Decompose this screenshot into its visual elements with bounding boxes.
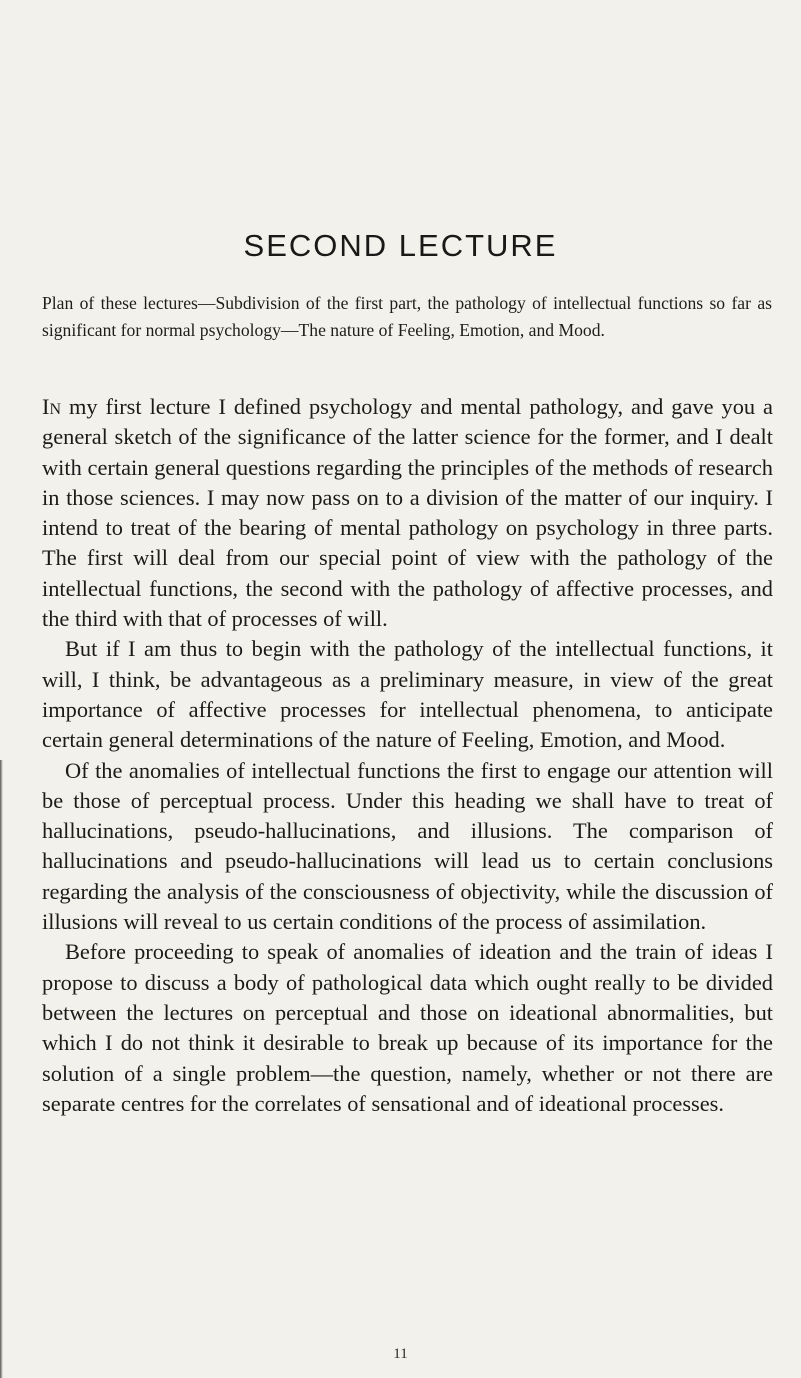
paragraph-1-text: my first lecture I defined psychology and mental pathology, and gave you a general sketch of the significance of the latter science for the former, and I dealt with certain general questions regarding the principles of the methods of research in those sciences. I may now pass on to a division of the matter of our inquiry. I intend to treat of the bearing of mental pathology on psychology in three parts. The first will deal from our special point of view with the pathology of the intellectual functions, the second with the pathology of affective processes, and the third with that of processes of will.	[42, 394, 773, 632]
paragraph-1	[42, 392, 773, 634]
paragraph-2: But if I am thus to begin with the pathology of the intellectual functions, it will, I think, be advantageous as a preliminary measure, in view of the great importance of affective processes for intellectual phenomena, to anticipate certain general determinations of the nature of Feeling, Emotion, and Mood.	[42, 636, 773, 753]
paragraph-1-lead: In	[42, 394, 62, 419]
body-text	[42, 392, 773, 1119]
page-edge-shadow	[0, 760, 3, 1378]
lecture-heading: SECOND LECTURE	[243, 228, 558, 263]
paragraph-4: Before proceeding to speak of anomalies of ideation and the train of ideas I propose to discuss a body of pathological data which ought really to be divided between the lectures on perceptual and those on ideational abnormalities, but which I do not think it desirable to break up because of its importance for the solution of a single problem—the question, namely, whether or not there are separate centres for the correlates of sensational and of ideational processes.	[42, 939, 773, 1116]
page-number: 11	[393, 1346, 408, 1362]
paragraph-3: Of the anomalies of intellectual functions the first to engage our attention will be those of perceptual process. Under this heading we shall have to treat of hallucinations, pseudo-hallucinations, and illusions. The comparison of hallucinations and pseudo-hallucinations will lead us to certain conclusions regarding the analysis of the consciousness of objectivity, while the discussion of illusions will reveal to us certain conditions of the process of assimilation.	[42, 757, 773, 935]
chapter-synopsis: Plan of these lectures—Subdivision of the first part, the pathology of intellectual functions so far as significant for normal psychology—The nature of Feeling, Emotion, and Mood.	[42, 293, 772, 340]
